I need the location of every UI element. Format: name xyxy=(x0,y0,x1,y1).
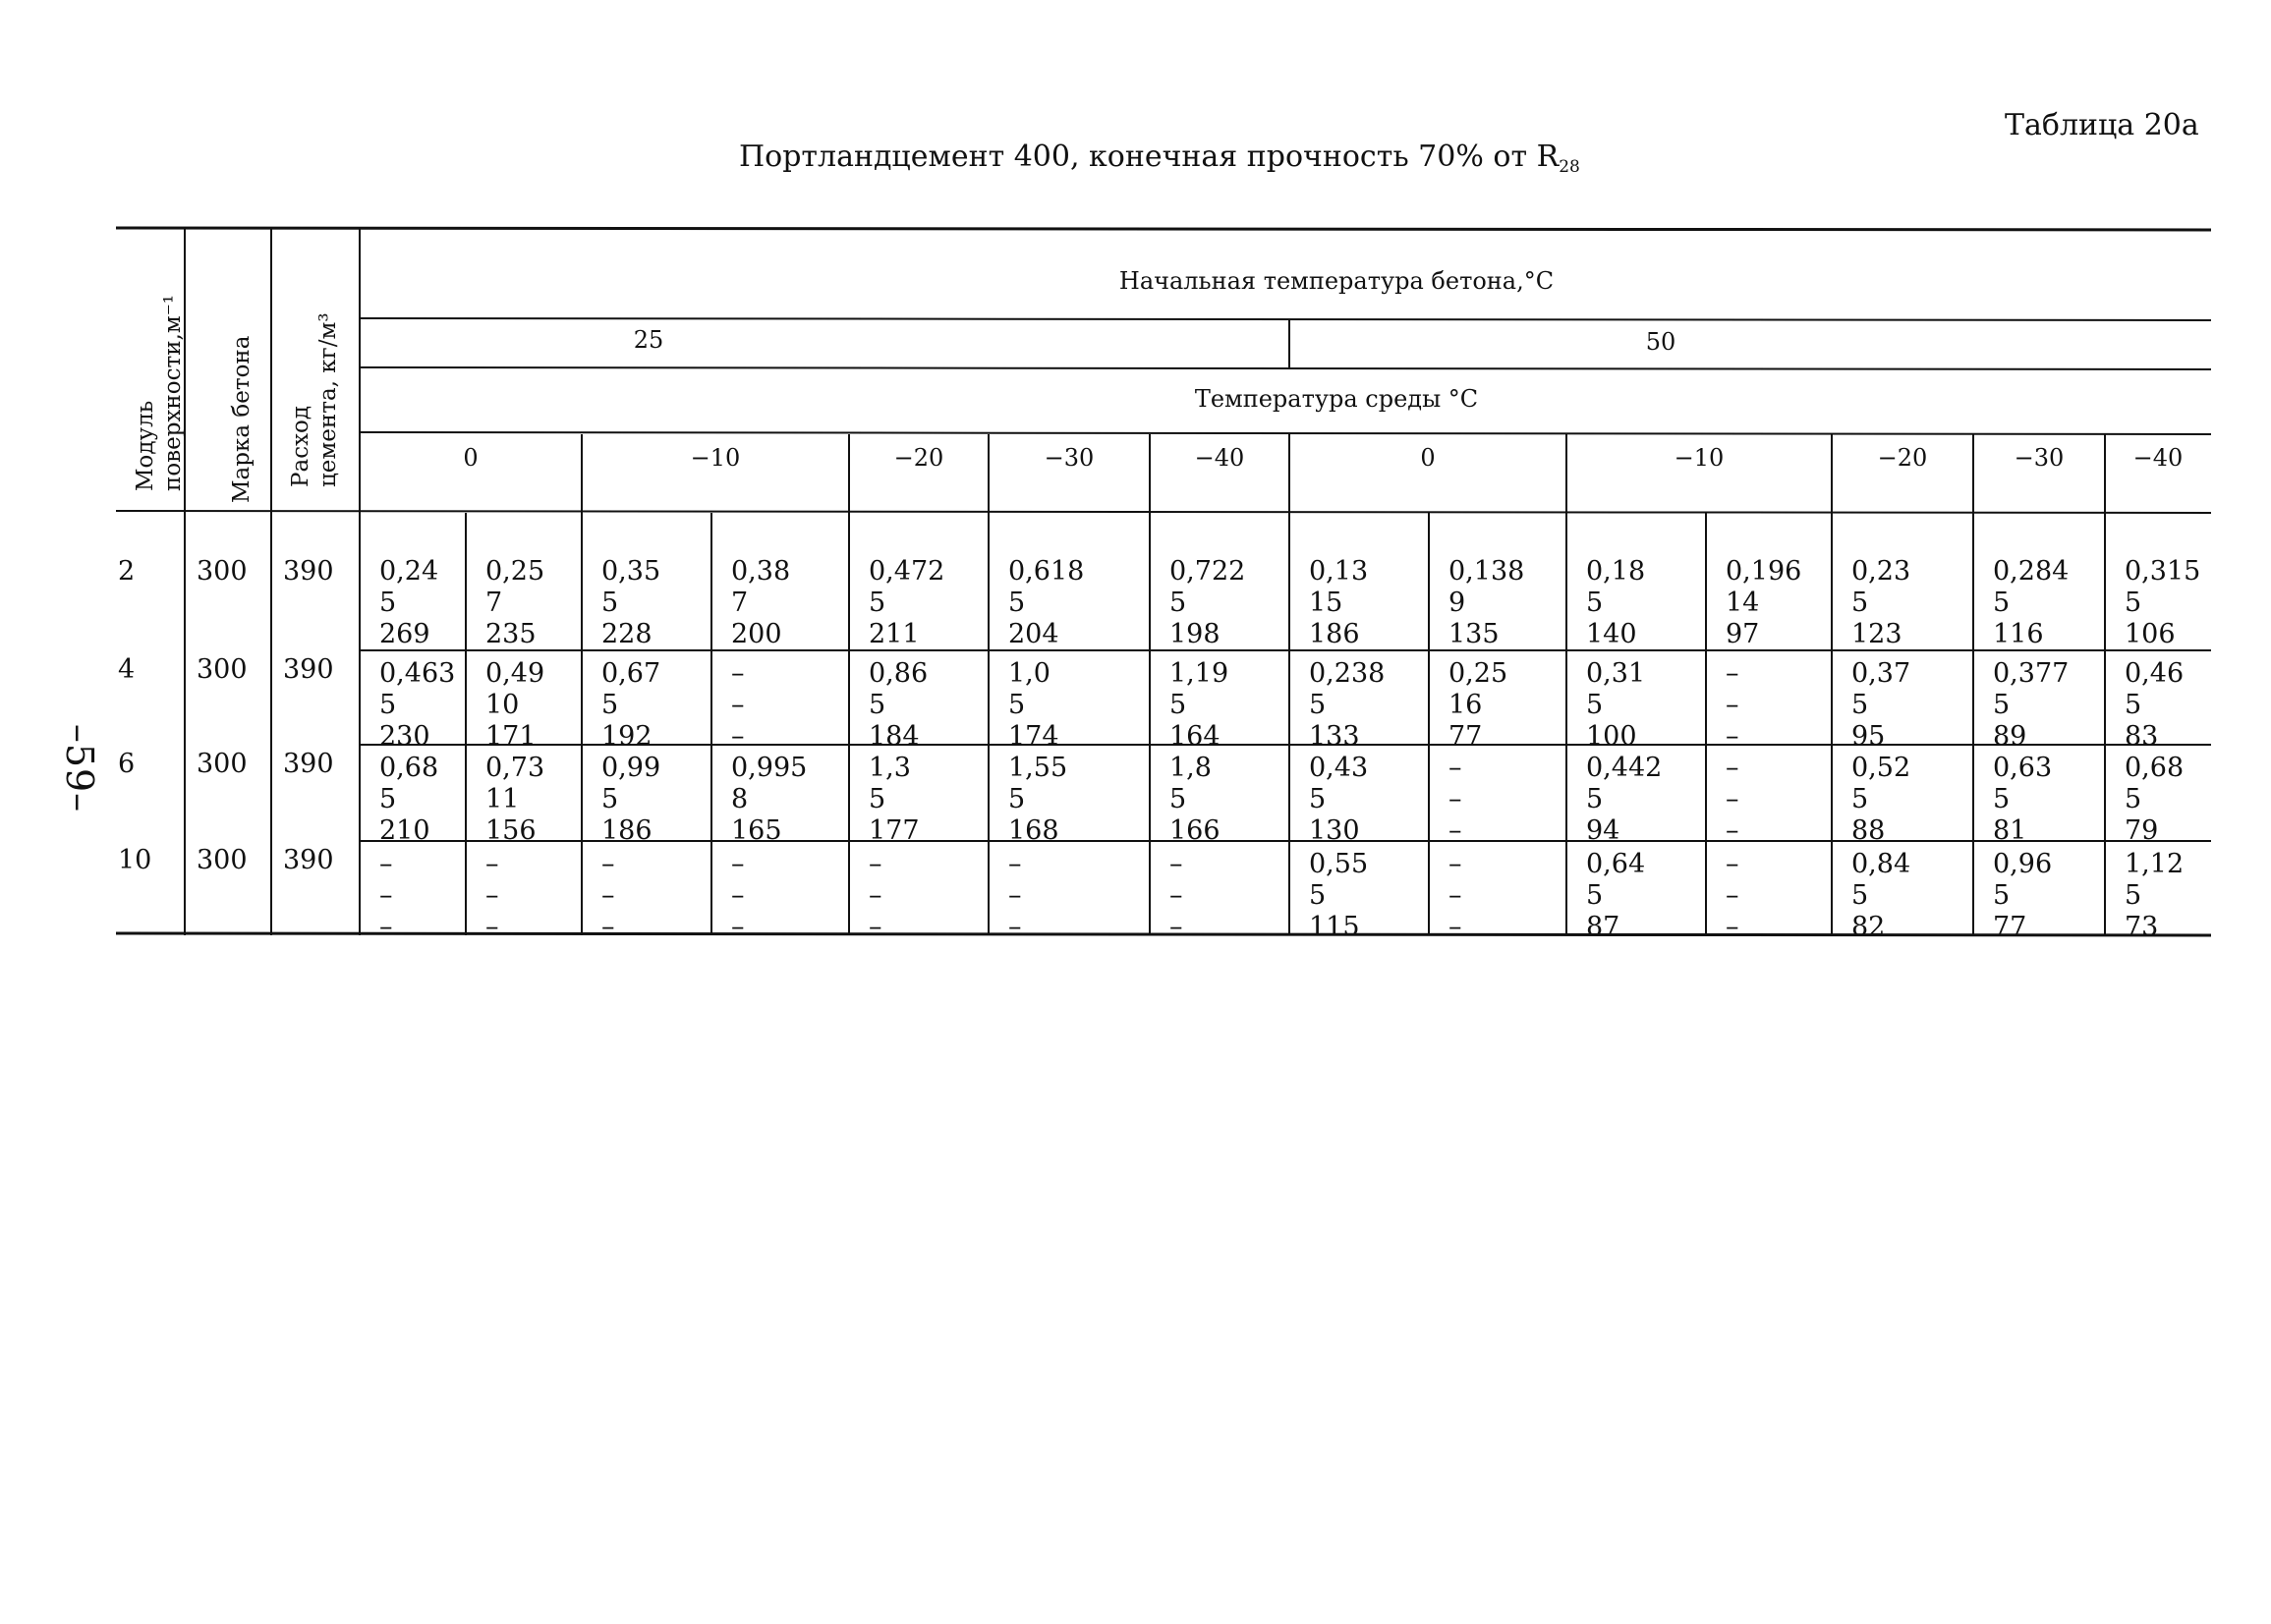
env-temp-header: −40 xyxy=(1194,444,1245,472)
cell-value: 115 xyxy=(1309,912,1360,942)
cell-value: – xyxy=(601,880,615,911)
table-cell xyxy=(379,658,455,753)
cell-value: 0,68 xyxy=(379,753,439,783)
table-cell xyxy=(2125,556,2200,650)
table-cell xyxy=(601,753,660,847)
cell-value: – xyxy=(731,880,745,911)
cell-value: 186 xyxy=(1309,619,1360,649)
table-cell xyxy=(379,556,438,650)
cell-value: – xyxy=(1726,849,1739,879)
cell-value: 0,64 xyxy=(1586,849,1646,879)
table-cell xyxy=(1586,849,1645,943)
cell-value: – xyxy=(1726,690,1739,720)
table-cell xyxy=(601,556,660,650)
cell-value: 5 xyxy=(1008,588,1026,618)
table-cell xyxy=(1726,849,1739,943)
cell-value: 0,442 xyxy=(1586,753,1663,783)
cell-value: 5 xyxy=(1586,588,1604,618)
cell-value: 165 xyxy=(731,815,782,846)
cell-value: 0,238 xyxy=(1309,658,1386,689)
cell-modulus: 10 xyxy=(118,845,152,875)
cell-value: 0,315 xyxy=(2125,556,2201,587)
cell-value: 89 xyxy=(1993,721,2027,752)
cell-value: 5 xyxy=(1993,588,2011,618)
cell-value: 0,138 xyxy=(1448,556,1525,587)
cell-value: 5 xyxy=(1851,690,1869,720)
cell-grade: 300 xyxy=(197,556,248,587)
cell-value: 269 xyxy=(379,619,430,649)
cell-value: – xyxy=(601,849,615,879)
page-number: –59– xyxy=(58,723,102,813)
rule-top xyxy=(116,228,2211,230)
cell-value: 82 xyxy=(1851,912,1886,942)
cell-grade: 300 xyxy=(197,845,248,875)
header-grade: Марка бетона xyxy=(229,335,255,503)
cell-value: 5 xyxy=(1586,690,1604,720)
cell-value: 0,722 xyxy=(1169,556,1246,587)
cell-value: 88 xyxy=(1851,815,1886,846)
cell-value: 0,38 xyxy=(731,556,791,587)
title-text: Портландцемент 400, конечная прочность 70% от R xyxy=(739,140,1560,174)
table-cell xyxy=(731,849,745,943)
table-cell xyxy=(1586,658,1645,753)
cell-cement: 390 xyxy=(283,749,334,779)
env-temp-header: −30 xyxy=(2014,444,2065,472)
cell-value: 0,46 xyxy=(2125,658,2185,689)
table-cell xyxy=(1586,753,1662,847)
cell-value: 198 xyxy=(1169,619,1221,649)
cell-value: 5 xyxy=(379,690,397,720)
env-temp-header: −20 xyxy=(1877,444,1928,472)
cell-value: – xyxy=(1726,753,1739,783)
table-cell xyxy=(2125,849,2184,943)
cell-value: 168 xyxy=(1008,815,1059,846)
cell-value: 10 xyxy=(485,690,520,720)
cell-value: 0,23 xyxy=(1851,556,1911,587)
cell-value: 5 xyxy=(1586,880,1604,911)
cell-value: 77 xyxy=(1993,912,2027,942)
table-cell xyxy=(1309,658,1385,753)
cell-value: 1,0 xyxy=(1008,658,1050,689)
cell-value: – xyxy=(731,721,745,752)
cell-value: 0,18 xyxy=(1586,556,1646,587)
cell-value: 14 xyxy=(1726,588,1760,618)
cell-value: 95 xyxy=(1851,721,1886,752)
cell-value: 123 xyxy=(1851,619,1902,649)
cell-value: 15 xyxy=(1309,588,1343,618)
table-cell xyxy=(1851,556,1910,650)
table-cell xyxy=(1448,556,1524,650)
table-cell xyxy=(1993,753,2052,847)
cell-value: – xyxy=(731,849,745,879)
cell-value: 204 xyxy=(1008,619,1059,649)
env-temp-header: 0 xyxy=(1420,444,1436,472)
cell-value: 5 xyxy=(1993,690,2011,720)
table-cell xyxy=(1993,849,2052,943)
cell-value: – xyxy=(379,880,393,911)
cell-value: 5 xyxy=(2125,690,2142,720)
cell-cement: 390 xyxy=(283,654,334,685)
cell-value: – xyxy=(1726,721,1739,752)
cell-value: – xyxy=(1169,912,1183,942)
header-modulus-line1: Модуль xyxy=(133,400,158,491)
table-cell xyxy=(1726,753,1739,847)
cell-value: 0,24 xyxy=(379,556,439,587)
cell-value: 184 xyxy=(869,721,920,752)
table-cell xyxy=(731,753,807,847)
table-cell xyxy=(869,753,920,847)
table-cell xyxy=(1008,849,1022,943)
cell-value: 0,96 xyxy=(1993,849,2053,879)
cell-value: 5 xyxy=(1309,784,1327,814)
cell-value: 0,31 xyxy=(1586,658,1646,689)
table-cell xyxy=(2125,658,2184,753)
cell-value: 140 xyxy=(1586,619,1637,649)
cell-value: – xyxy=(1008,912,1022,942)
cell-value: 5 xyxy=(379,784,397,814)
cell-value: 0,49 xyxy=(485,658,545,689)
cell-value: – xyxy=(1726,880,1739,911)
cell-value: 0,472 xyxy=(869,556,945,587)
cell-value: – xyxy=(1726,784,1739,814)
cell-value: 83 xyxy=(2125,721,2159,752)
cell-value: – xyxy=(869,880,882,911)
table-cell xyxy=(1993,556,2069,650)
table-cell xyxy=(1726,658,1739,753)
table-cell xyxy=(485,753,544,847)
table-cell xyxy=(601,849,615,943)
cell-value: – xyxy=(1726,658,1739,689)
cell-value: 5 xyxy=(2125,784,2142,814)
table-cell xyxy=(379,849,393,943)
env-temp-header: −10 xyxy=(1674,444,1725,472)
table-cell xyxy=(1169,849,1183,943)
cell-value: 228 xyxy=(601,619,653,649)
cell-value: 79 xyxy=(2125,815,2159,846)
cell-value: – xyxy=(869,912,882,942)
rule-env-temp xyxy=(360,432,2211,434)
cell-value: 200 xyxy=(731,619,782,649)
cell-value: 5 xyxy=(601,784,619,814)
table-cell xyxy=(379,753,438,847)
cell-value: 235 xyxy=(485,619,537,649)
table-cell xyxy=(485,658,544,753)
cell-value: – xyxy=(1448,784,1462,814)
cell-value: 94 xyxy=(1586,815,1620,846)
table-cell xyxy=(1851,658,1910,753)
table-cell xyxy=(1169,658,1228,753)
cell-value: 1,12 xyxy=(2125,849,2185,879)
cell-value: – xyxy=(1448,912,1462,942)
header-temp-25: 25 xyxy=(633,326,664,354)
cell-value: 5 xyxy=(1008,690,1026,720)
cell-value: 177 xyxy=(869,815,920,846)
cell-value: – xyxy=(731,658,745,689)
cell-value: – xyxy=(1008,880,1022,911)
table-cell xyxy=(731,658,745,753)
cell-value: 0,284 xyxy=(1993,556,2070,587)
table-cell xyxy=(1993,658,2069,753)
cell-value: 166 xyxy=(1169,815,1221,846)
cell-value: – xyxy=(601,912,615,942)
table-cell xyxy=(1448,753,1462,847)
cell-value: 0,37 xyxy=(1851,658,1911,689)
cell-value: 0,99 xyxy=(601,753,661,783)
cell-value: 135 xyxy=(1448,619,1500,649)
cell-value: 7 xyxy=(731,588,749,618)
cell-value: 73 xyxy=(2125,912,2159,942)
cell-value: 0,13 xyxy=(1309,556,1369,587)
cell-value: 0,618 xyxy=(1008,556,1085,587)
table-cell xyxy=(1008,556,1084,650)
cell-value: 0,63 xyxy=(1993,753,2053,783)
cell-value: 1,19 xyxy=(1169,658,1229,689)
env-temp-header: −20 xyxy=(893,444,944,472)
cell-grade: 300 xyxy=(197,654,248,685)
cell-value: 130 xyxy=(1309,815,1360,846)
header-env-temp: Температура среды °С xyxy=(1194,385,1479,413)
rule-25-50 xyxy=(360,367,2211,369)
cell-value: 97 xyxy=(1726,619,1760,649)
env-temp-header: −10 xyxy=(690,444,741,472)
cell-value: – xyxy=(869,849,882,879)
cell-value: 0,377 xyxy=(1993,658,2070,689)
cell-value: – xyxy=(1448,849,1462,879)
table-cell xyxy=(485,556,544,650)
env-temp-header: −40 xyxy=(2132,444,2184,472)
cell-value: – xyxy=(379,912,393,942)
cell-value: 133 xyxy=(1309,721,1360,752)
table-cell xyxy=(1851,753,1910,847)
table-cell xyxy=(601,658,660,753)
cell-value: 5 xyxy=(1993,784,2011,814)
cell-value: – xyxy=(1448,753,1462,783)
cell-value: 171 xyxy=(485,721,537,752)
header-cement xyxy=(287,312,342,487)
cell-value: 5 xyxy=(1309,690,1327,720)
cell-value: – xyxy=(1726,815,1739,846)
cell-value: 5 xyxy=(2125,880,2142,911)
table-cell xyxy=(731,556,790,650)
cell-value: 210 xyxy=(379,815,430,846)
cell-value: 192 xyxy=(601,721,653,752)
table-cell xyxy=(1586,556,1645,650)
cell-value: – xyxy=(1169,880,1183,911)
cell-value: 5 xyxy=(1169,588,1187,618)
table-cell xyxy=(1169,556,1245,650)
cell-value: – xyxy=(1169,849,1183,879)
header-temp-50: 50 xyxy=(1645,328,1676,356)
cell-value: – xyxy=(1448,880,1462,911)
cell-value: 0,463 xyxy=(379,658,456,689)
cell-value: 0,35 xyxy=(601,556,661,587)
cell-value: – xyxy=(379,849,393,879)
cell-value: 5 xyxy=(1993,880,2011,911)
table-cell xyxy=(1309,556,1368,650)
header-initial-temp: Начальная температура бетона,°С xyxy=(1118,267,1555,295)
cell-value: 0,43 xyxy=(1309,753,1369,783)
cell-value: 5 xyxy=(601,588,619,618)
cell-value: – xyxy=(485,912,499,942)
env-temp-header: 0 xyxy=(463,444,479,472)
cell-modulus: 4 xyxy=(118,654,136,685)
cell-value: 5 xyxy=(601,690,619,720)
cell-value: 1,3 xyxy=(869,753,911,783)
cell-value: – xyxy=(731,912,745,942)
table-cell xyxy=(869,556,944,650)
cell-value: 5 xyxy=(2125,588,2142,618)
cell-modulus: 6 xyxy=(118,749,136,779)
cell-value: 211 xyxy=(869,619,920,649)
cell-value: 5 xyxy=(1851,784,1869,814)
cell-value: 0,25 xyxy=(1448,658,1508,689)
cell-value: – xyxy=(485,849,499,879)
cell-value: 5 xyxy=(1851,880,1869,911)
cell-value: – xyxy=(1448,815,1462,846)
cell-value: 0,995 xyxy=(731,753,808,783)
cell-value: 230 xyxy=(379,721,430,752)
table-cell xyxy=(869,849,882,943)
cell-value: 5 xyxy=(1169,784,1187,814)
cell-value: 5 xyxy=(869,784,886,814)
table-label: Таблица 20а xyxy=(2005,108,2199,142)
table-cell xyxy=(1851,849,1910,943)
table-cell xyxy=(1008,658,1059,753)
cell-value: – xyxy=(1008,849,1022,879)
cell-value: 16 xyxy=(1448,690,1483,720)
table-cell xyxy=(1309,753,1368,847)
cell-value: 1,55 xyxy=(1008,753,1068,783)
cell-value: 186 xyxy=(601,815,653,846)
rule-initial-temp xyxy=(360,318,2211,320)
cell-value: 0,25 xyxy=(485,556,545,587)
cell-value: – xyxy=(1726,912,1739,942)
cell-value: 0,84 xyxy=(1851,849,1911,879)
cell-value: 5 xyxy=(869,690,886,720)
cell-value: 0,196 xyxy=(1726,556,1802,587)
cell-value: 156 xyxy=(485,815,537,846)
cell-value: 77 xyxy=(1448,721,1483,752)
header-modulus-line2: поверхности,м⁻¹ xyxy=(160,294,186,491)
cell-value: 5 xyxy=(1586,784,1604,814)
cell-cement: 390 xyxy=(283,556,334,587)
cell-value: – xyxy=(731,690,745,720)
cell-value: 0,73 xyxy=(485,753,545,783)
cell-value: 164 xyxy=(1169,721,1221,752)
cell-value: 0,55 xyxy=(1309,849,1369,879)
cell-value: 11 xyxy=(485,784,520,814)
cell-modulus: 2 xyxy=(118,556,136,587)
cell-value: 106 xyxy=(2125,619,2176,649)
table-cell xyxy=(1309,849,1368,943)
table-cell xyxy=(1008,753,1067,847)
cell-value: 5 xyxy=(379,588,397,618)
cell-value: – xyxy=(485,880,499,911)
title-subscript: 28 xyxy=(1559,157,1580,177)
rule-header-bottom xyxy=(116,511,2211,513)
table-cell xyxy=(1169,753,1221,847)
cell-value: 0,68 xyxy=(2125,753,2185,783)
cell-value: 0,67 xyxy=(601,658,661,689)
cell-value: 5 xyxy=(1169,690,1187,720)
cell-value: 81 xyxy=(1993,815,2027,846)
cell-value: 5 xyxy=(1309,880,1327,911)
cell-value: 7 xyxy=(485,588,503,618)
table-cell xyxy=(1448,658,1507,753)
cell-value: 100 xyxy=(1586,721,1637,752)
cell-value: 174 xyxy=(1008,721,1059,752)
table-cell xyxy=(1726,556,1801,650)
table-cell xyxy=(485,849,499,943)
header-modulus xyxy=(132,295,187,491)
cell-value: 5 xyxy=(1851,588,1869,618)
cell-value: 0,86 xyxy=(869,658,929,689)
cell-cement: 390 xyxy=(283,845,334,875)
cell-value: 5 xyxy=(869,588,886,618)
cell-grade: 300 xyxy=(197,749,248,779)
cell-value: 0,52 xyxy=(1851,753,1911,783)
cell-value: 5 xyxy=(1008,784,1026,814)
header-cement-line1: Расход xyxy=(288,405,313,487)
cell-value: 1,8 xyxy=(1169,753,1212,783)
header-cement-line2: цемента, кг/м³ xyxy=(315,312,341,487)
cell-value: 9 xyxy=(1448,588,1466,618)
table-cell xyxy=(869,658,928,753)
cell-value: 87 xyxy=(1586,912,1620,942)
cell-value: 116 xyxy=(1993,619,2044,649)
cell-value: 8 xyxy=(731,784,749,814)
table-cell xyxy=(1448,849,1462,943)
env-temp-header: −30 xyxy=(1044,444,1095,472)
table-cell xyxy=(2125,753,2184,847)
